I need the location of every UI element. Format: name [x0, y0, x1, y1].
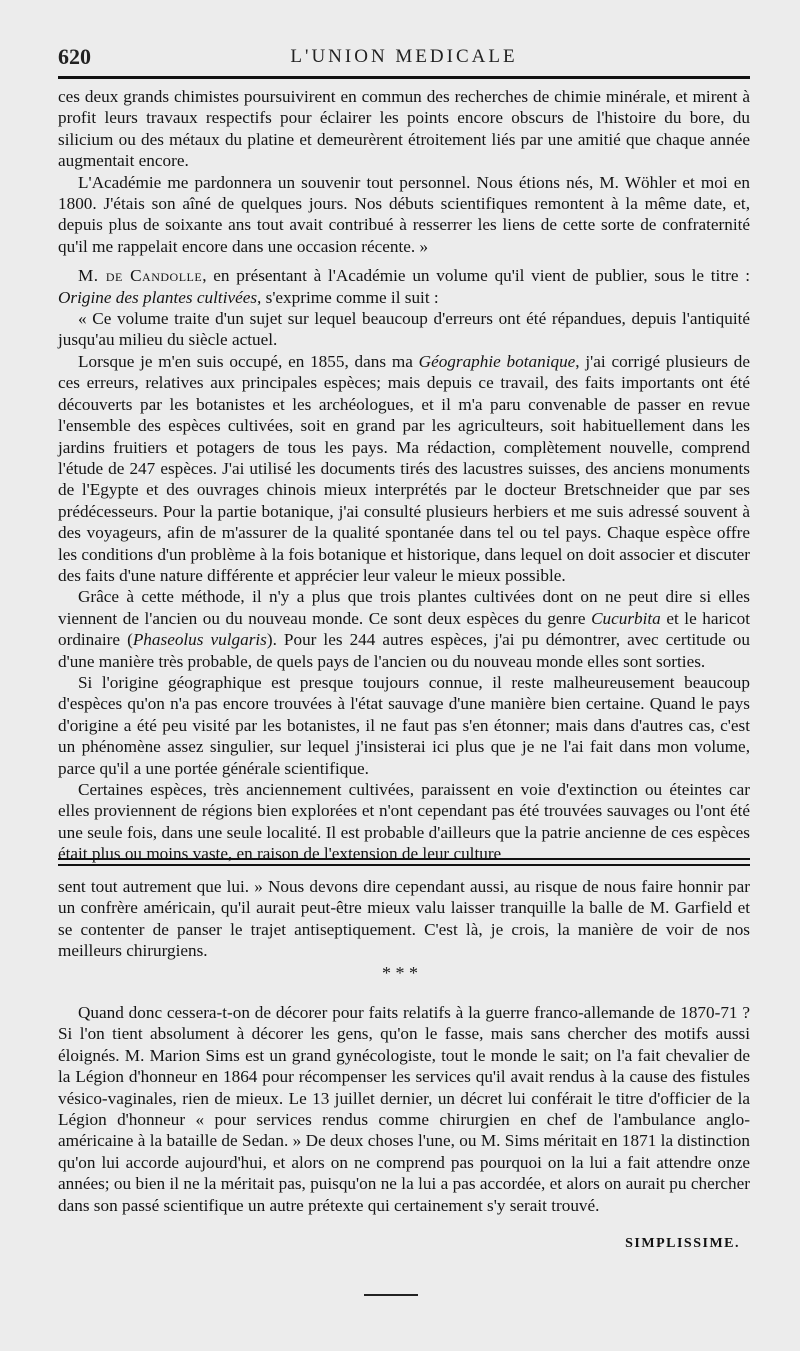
- paragraph: Quand donc cessera-t-on de décorer pour faits relatifs à la guerre franco-allemande de 1870-71 ? Si l'on tient absolument à décorer les gens, qu'on le fasse, mais sans chercher des motifs aussi éloignés. M. Marion Sims est un grand gynécologiste, tout le monde le sait; on l'a fait chevalier de la Légion d'honneur en 1864 pour récompenser les services qu'il avait rendus à la cause des fistules vésico-vaginales, rien de mieux. Le 13 juillet dernier, un décret lui conférait le titre d'officier de la Légion d'honneur « pour services rendus comme chirurgien en chef de l'ambulance anglo-américaine à la bataille de Sedan. » De deux choses l'une, ou M. Sims méritait en 1871 la distinction qu'on lui accorde aujourd'hui, et alors on ne comprend pas pourquoi on la lui a fait attendre onze années; ou bien il ne la méritait pas, puisqu'on ne la lui a pas accordée, et alors on aurait pu chercher dans son passé scientifique un autre prétexte qui certainement s'y serait trouvé.: [58, 1003, 750, 1215]
- asterism: * * *: [382, 963, 418, 983]
- feuilleton-separator: [58, 858, 750, 866]
- book-title: Origine des plantes cultivées: [58, 287, 258, 307]
- paragraph: L'Académie me pardonnera un souvenir tout personnel. Nous étions nés, M. Wöhler et moi en 1800. J'étais son aîné de quelques jours. Nos débuts scientifiques remontent à la même date, et, depuis plus de soixante ans tout avait contribué à resserrer les liens de cette sorte de confraternité qu'il me rappelait encore dans une occasion récente. »: [58, 172, 750, 256]
- paragraph: Lorsque je m'en suis occupé, en 1855, dans ma Géographie botanique, j'ai corrigé plusieurs de ces erreurs, relatives aux principales espèces; mais depuis ce travail, des faits importants ont été découverts par les botanistes et les archéologues, et il m'a paru convenable de passer en revue l'ensemble des espèces cultivées, soit en grand par les agriculteurs, soit habituellement dans les jardins fruitiers et potagers de tous les pays. Ma rédaction, complètement nouvelle, comprend l'étude de 247 espèces. J'ai utilisé les documents tirés des lacustres suisses, des anciens monuments de l'Egypte et des ouvrages chinois mieux interprétés par le docteur Bretschneider que par ses prédécesseurs. Pour la partie botanique, j'ai consulté plusieurs herbiers et me suis adressé souvent à des voyageurs, afin de m'assurer de la qualité spontanée dans tel ou tel pays. Chaque espèce offre les conditions d'un problème à la fois botanique et historique, dans lequel on doit associer et discuter des faits d'une nature différente et apprécier leur valeur le mieux possible.: [58, 351, 750, 585]
- species-name: Phaseolus vulgaris: [132, 630, 267, 650]
- page-header: [58, 44, 750, 72]
- paragraph: Grâce à cette méthode, il n'y a plus que trois plantes cultivées dont on ne peut dire si elles viennent de l'ancien ou du nouveau monde. Ce sont deux espèces du genre Cucurbita et le haricot ordinaire (Phaseolus vulgaris). Pour les 244 autres espèces, j'ai pu démontrer, avec certitude ou d'une manière très probable, de quels pays de l'ancien ou du nouveau monde elles sont sorties.: [58, 587, 750, 671]
- closing-rule: [364, 1294, 418, 1296]
- genus-name: Cucurbita: [591, 608, 661, 628]
- paragraph: sent tout autrement que lui. » Nous devons dire cependant aussi, au risque de nous faire honnir par un confrère américain, qu'il aurait peut-être mieux valu laisser tranquille la balle de M. Garfield et se contenter de panser le trajet antiseptiquement. C'est là, je crois, la manière de voir de nos meilleurs chirurgiens.: [58, 877, 750, 961]
- running-title: L'UNION MEDICALE: [290, 46, 518, 67]
- paragraph: M. de Candolle, en présentant à l'Académie un volume qu'il vient de publier, sous le titre : Origine des plantes cultivées, s'exprime comme il suit :: [58, 266, 750, 307]
- feuilleton-body-continued: [58, 1002, 750, 1216]
- paragraph: Si l'origine géographique est presque toujours connue, il reste malheureusement beaucoup d'espèces qu'on n'a pas encore trouvées à l'état sauvage d'une manière bien certaine. Quand le pays d'origine a été peu visité par les botanistes, il ne faut pas s'en étonner; mais dans d'autres cas, c'est un phénomène assez singulier, sur lequel j'insisterai ici plus que je ne l'ai fait dans mon volume, parce qu'il a une portée générale scientifique.: [58, 672, 750, 778]
- feuilleton-body: [58, 876, 750, 962]
- paragraph: Certaines espèces, très anciennement cultivées, paraissent en voie d'extinction ou éteintes car elles proviennent de régions bien explorées et n'ont cependant pas été trouvées sauvages ou l'ont été une seule fois, dans une seule localité. Il est probable d'ailleurs que la patrie ancienne de ces espèces était plus ou moins vaste, en raison de l'extension de leur culture: [58, 780, 750, 864]
- speaker-name: M. de Candolle: [78, 266, 203, 286]
- paragraph: « Ce volume traite d'un sujet sur lequel beaucoup d'erreurs ont été répandues, depuis l'antiquité jusqu'au milieu du siècle actuel.: [58, 309, 750, 350]
- paragraph: ces deux grands chimistes poursuivirent en commun des recherches de chimie minérale, et mirent à profit leurs travaux respectifs pour éclairer les points encore obscurs de l'histoire du bore, du silicium ou des métaux du platine et demeurèrent étroitement liés par une amitié que chaque année augmentait encore.: [58, 87, 750, 171]
- header-rule: [58, 76, 750, 79]
- author-signature: SIMPLISSIME.: [625, 1236, 740, 1251]
- book-title: Géographie botanique: [418, 351, 576, 371]
- page-number: 620: [58, 44, 91, 69]
- article-body: [58, 86, 750, 865]
